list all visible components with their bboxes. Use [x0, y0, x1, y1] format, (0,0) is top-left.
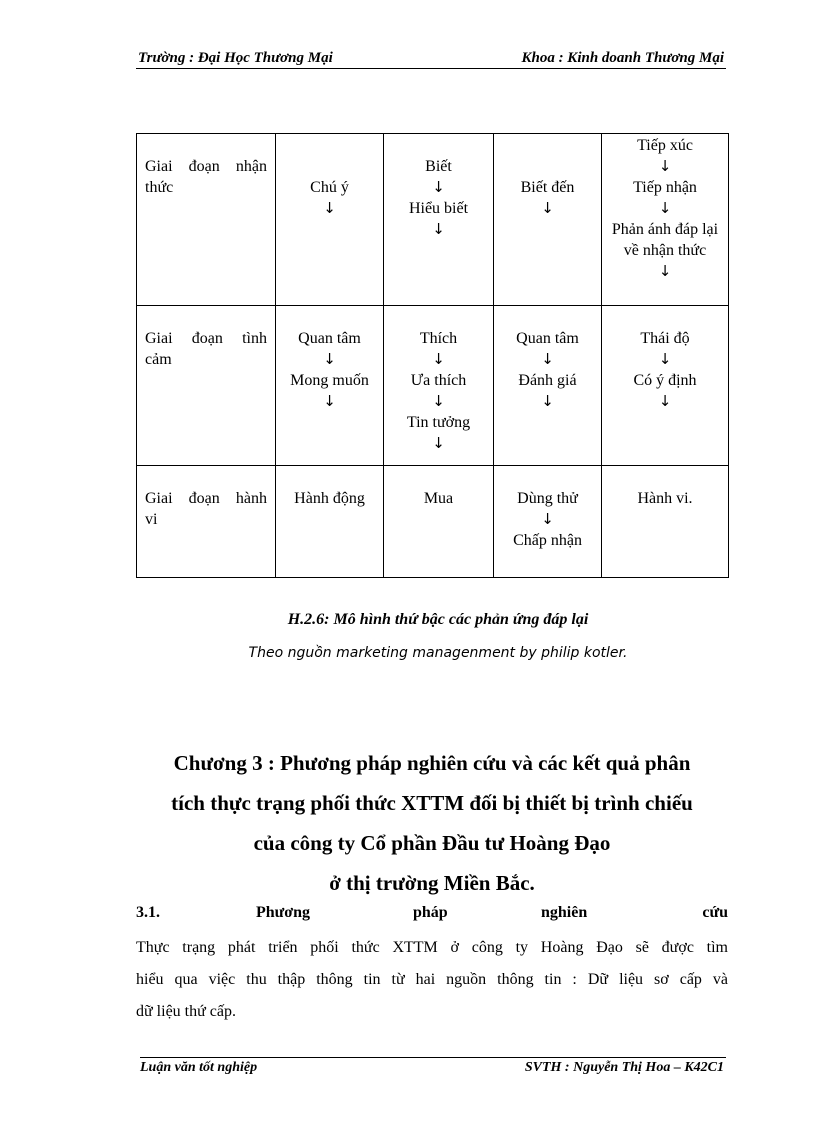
- chapter-title-line: tích thực trạng phối thức XTTM đối bị thiết bị trình chiếu: [171, 791, 693, 815]
- response-cell: [494, 134, 602, 306]
- down-arrow-icon: ↓: [432, 178, 445, 196]
- response-step: Tiếp nhận: [633, 179, 697, 196]
- response-cell: [602, 134, 729, 306]
- body-line: dữ liệu thứ cấp.: [136, 1003, 236, 1020]
- response-cell: [494, 466, 602, 578]
- footer-student: SVTH : Nguyễn Thị Hoa – K42C1: [524, 1060, 724, 1075]
- response-step: Biết đến: [520, 179, 575, 196]
- chapter-title-line: của công ty Cổ phần Đầu tư Hoàng Đạo: [253, 831, 611, 855]
- down-arrow-icon: ↓: [432, 220, 445, 238]
- body-line: hiểu qua việc thu thập thông tin từ hai nguồn thông tin : Dữ liệu sơ cấp và: [136, 971, 728, 988]
- figure-source: Theo nguồn marketing managenment by philip kotler.: [248, 645, 628, 661]
- down-arrow-icon: ↓: [541, 510, 554, 528]
- response-step: Tin tưởng: [406, 414, 471, 431]
- down-arrow-icon: ↓: [658, 262, 672, 280]
- response-step: Mong muốn: [290, 372, 369, 389]
- stage-label: Giai đoạn tình: [145, 330, 267, 347]
- section-word: Phương: [256, 904, 311, 921]
- stage-label: cảm: [145, 351, 172, 368]
- page-footer: [140, 1057, 726, 1078]
- header-school: Trường : Đại Học Thương Mại: [138, 50, 333, 66]
- response-step: Ưa thích: [410, 372, 467, 389]
- down-arrow-icon: ↓: [541, 199, 554, 217]
- down-arrow-icon: ↓: [541, 350, 554, 368]
- header-faculty: Khoa : Kinh doanh Thương Mại: [521, 50, 724, 66]
- stage-label: Giai đoạn nhận: [145, 158, 267, 175]
- down-arrow-icon: ↓: [432, 434, 445, 452]
- table-row: [137, 466, 729, 578]
- footer-thesis: Luận văn tốt nghiệp: [140, 1060, 258, 1075]
- response-cell: [384, 466, 494, 578]
- down-arrow-icon: ↓: [658, 199, 672, 217]
- response-step: Chú ý: [310, 179, 349, 196]
- response-cell: [276, 466, 384, 578]
- section-word: pháp: [413, 904, 448, 921]
- down-arrow-icon: ↓: [323, 350, 336, 368]
- page-header: [136, 48, 726, 69]
- response-step: Mua: [423, 490, 454, 507]
- response-step: Hành động: [294, 490, 365, 507]
- stage-cell: [137, 466, 276, 578]
- response-cell: [384, 306, 494, 466]
- section-heading: [136, 904, 728, 926]
- down-arrow-icon: ↓: [432, 392, 445, 410]
- section-word: nghiên: [541, 904, 588, 921]
- chapter-title: [136, 743, 728, 903]
- stage-cell: [137, 306, 276, 466]
- response-step: Chấp nhận: [513, 532, 582, 549]
- response-step: Có ý định: [633, 372, 697, 389]
- chapter-title-line: ở thị trường Miền Bắc.: [329, 871, 535, 895]
- response-cell: [384, 134, 494, 306]
- response-step: Phản ánh đáp lại về nhận thức: [611, 221, 719, 259]
- response-step: Quan tâm: [516, 330, 579, 347]
- stage-label: thức: [145, 179, 174, 196]
- response-cell: [276, 306, 384, 466]
- figure-caption: H.2.6: Mô hình thứ bậc các phản ứng đáp lại: [287, 611, 589, 628]
- table-row: [137, 306, 729, 466]
- body-paragraph: [136, 932, 728, 1028]
- response-cell: [276, 134, 384, 306]
- down-arrow-icon: ↓: [658, 392, 672, 410]
- response-step: Hiểu biết: [408, 200, 469, 217]
- down-arrow-icon: ↓: [432, 350, 445, 368]
- chapter-title-line: Chương 3 : Phương pháp nghiên cứu và các kết quả phân: [173, 751, 691, 775]
- response-cell: [602, 466, 729, 578]
- response-step: Đánh giá: [518, 372, 577, 389]
- response-step: Hành vi.: [637, 490, 693, 507]
- response-step: Thích: [419, 330, 458, 347]
- response-step: Biết: [425, 158, 452, 175]
- down-arrow-icon: ↓: [658, 350, 672, 368]
- section-number: 3.1.: [136, 904, 160, 921]
- response-step: Dùng thử: [517, 490, 578, 507]
- section-word: cứu: [702, 904, 728, 921]
- response-step: Tiếp xúc: [637, 137, 693, 154]
- stage-cell: [137, 134, 276, 306]
- stage-label: vi: [145, 511, 158, 528]
- response-cell: [494, 306, 602, 466]
- down-arrow-icon: ↓: [658, 157, 672, 175]
- body-line: Thực trạng phát triển phối thức XTTM ở công ty Hoàng Đạo sẽ được tìm: [136, 939, 728, 956]
- response-step: Quan tâm: [298, 330, 361, 347]
- table-row: [137, 134, 729, 306]
- response-step: Thái độ: [640, 330, 690, 347]
- down-arrow-icon: ↓: [323, 392, 336, 410]
- stage-label: Giai đoạn hành: [145, 490, 267, 507]
- response-cell: [602, 306, 729, 466]
- response-hierarchy-table: [136, 133, 729, 578]
- down-arrow-icon: ↓: [323, 199, 336, 217]
- down-arrow-icon: ↓: [541, 392, 554, 410]
